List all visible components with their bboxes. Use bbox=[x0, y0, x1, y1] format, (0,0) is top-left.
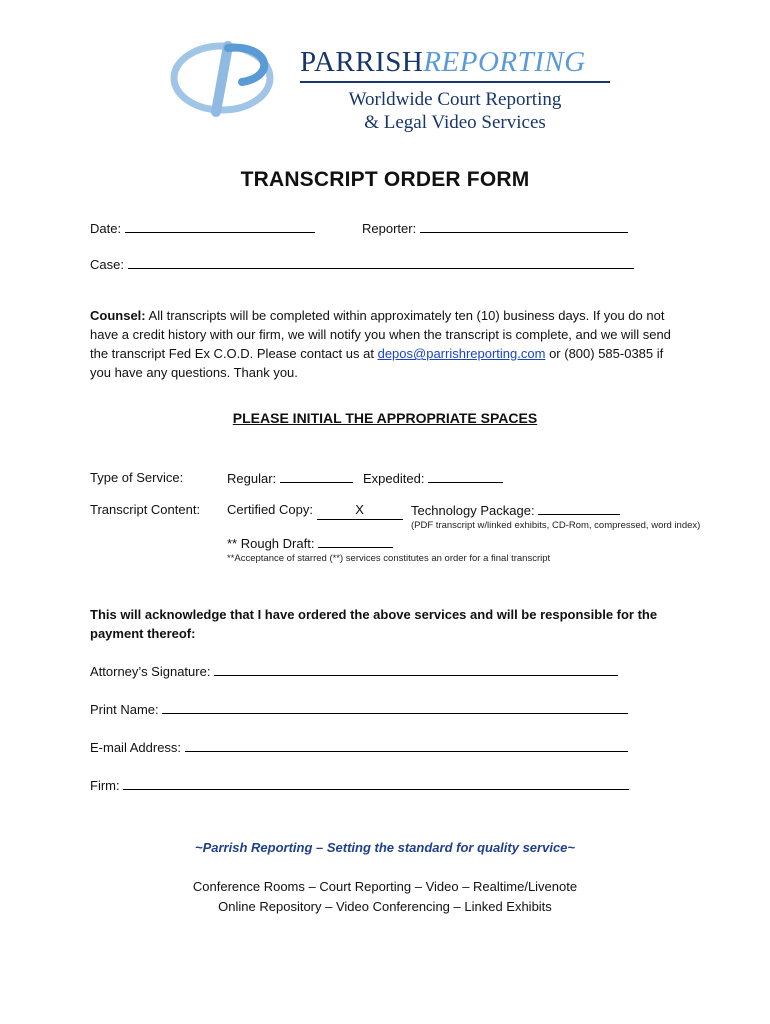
logo-tagline-line2: & Legal Video Services bbox=[364, 112, 546, 133]
footer-services-line2: Online Repository – Video Conferencing – Linked Exhibits bbox=[218, 899, 552, 914]
rough-draft-note: **Acceptance of starred (**) services constitutes an order for a final transcript bbox=[227, 553, 551, 564]
email-address-field[interactable] bbox=[90, 737, 628, 757]
expedited-label: Expedited: bbox=[363, 471, 425, 486]
technology-package-field[interactable] bbox=[411, 500, 620, 520]
rough-draft-label: ** Rough Draft: bbox=[227, 536, 315, 551]
technology-package-label: Technology Package: bbox=[411, 503, 535, 518]
regular-label: Regular: bbox=[227, 471, 277, 486]
form-title: TRANSCRIPT ORDER FORM bbox=[240, 168, 530, 191]
logo-name-reporting: REPORTING bbox=[423, 46, 586, 78]
print-name-input-line[interactable] bbox=[162, 699, 628, 714]
regular-field[interactable] bbox=[227, 468, 353, 488]
certified-copy-input-line[interactable] bbox=[317, 500, 403, 520]
email-address-input-line[interactable] bbox=[185, 737, 628, 752]
counsel-notice bbox=[90, 306, 680, 382]
rough-draft-field[interactable] bbox=[227, 533, 393, 553]
technology-package-note: (PDF transcript w/linked exhibits, CD-Rom, compressed, word index) bbox=[411, 520, 701, 531]
footer-services-line1: Conference Rooms – Court Reporting – Video – Realtime/Livenote bbox=[192, 879, 578, 894]
regular-input-line[interactable] bbox=[280, 468, 353, 483]
parrish-logo bbox=[165, 38, 625, 138]
firm-input-line[interactable] bbox=[123, 775, 629, 790]
logo-tagline-line1: Worldwide Court Reporting bbox=[348, 89, 562, 110]
attorney-signature-label: Attorney’s Signature: bbox=[90, 664, 211, 679]
expedited-field[interactable] bbox=[363, 468, 503, 488]
logo-divider bbox=[300, 81, 610, 83]
initial-heading: PLEASE INITIAL THE APPROPRIATE SPACES bbox=[232, 410, 538, 426]
rough-draft-input-line[interactable] bbox=[318, 533, 393, 548]
firm-field[interactable] bbox=[90, 775, 629, 795]
case-field[interactable] bbox=[90, 254, 634, 274]
firm-label: Firm: bbox=[90, 778, 120, 793]
logo-p-mark-icon bbox=[170, 38, 300, 118]
case-label: Case: bbox=[90, 257, 124, 272]
expedited-input-line[interactable] bbox=[428, 468, 503, 483]
print-name-field[interactable] bbox=[90, 699, 628, 719]
notice-text-part2: or (800) 585-0385 if you have any questions. Thank you. bbox=[90, 346, 664, 380]
logo-name-parrish: PARRISH bbox=[300, 46, 424, 78]
email-address-label: E-mail Address: bbox=[90, 740, 182, 755]
attorney-signature-field[interactable] bbox=[90, 661, 618, 681]
certified-copy-value: X bbox=[355, 502, 364, 517]
reporter-input-line[interactable] bbox=[420, 218, 628, 233]
type-of-service-label: Type of Service: bbox=[90, 470, 184, 485]
email-link[interactable]: depos@parrishreporting.com bbox=[377, 346, 546, 361]
attorney-signature-input-line[interactable] bbox=[214, 661, 618, 676]
date-label: Date: bbox=[90, 221, 122, 236]
counsel-label: Counsel: bbox=[90, 308, 146, 323]
certified-copy-field[interactable] bbox=[227, 500, 403, 520]
acknowledgement-text: This will acknowledge that I have ordered the above services and will be responsible for the payment thereof: bbox=[90, 607, 658, 641]
date-field[interactable] bbox=[90, 218, 315, 238]
certified-copy-label: Certified Copy: bbox=[227, 502, 313, 517]
reporter-field[interactable] bbox=[362, 218, 628, 238]
reporter-label: Reporter: bbox=[362, 221, 417, 236]
print-name-label: Print Name: bbox=[90, 702, 159, 717]
notice-text-part1: All transcripts will be completed within approximately ten (10) business days. If you do not have a credit history with our firm, we will notify you when the transcript is complete, and we will send the transcript Fed Ex C.O.D. Please contact us at bbox=[90, 308, 671, 361]
transcript-content-label: Transcript Content: bbox=[90, 502, 201, 517]
technology-package-input-line[interactable] bbox=[538, 500, 620, 515]
case-input-line[interactable] bbox=[128, 254, 634, 269]
footer-slogan: ~Parrish Reporting – Setting the standard for quality service~ bbox=[195, 840, 575, 855]
date-input-line[interactable] bbox=[125, 218, 315, 233]
